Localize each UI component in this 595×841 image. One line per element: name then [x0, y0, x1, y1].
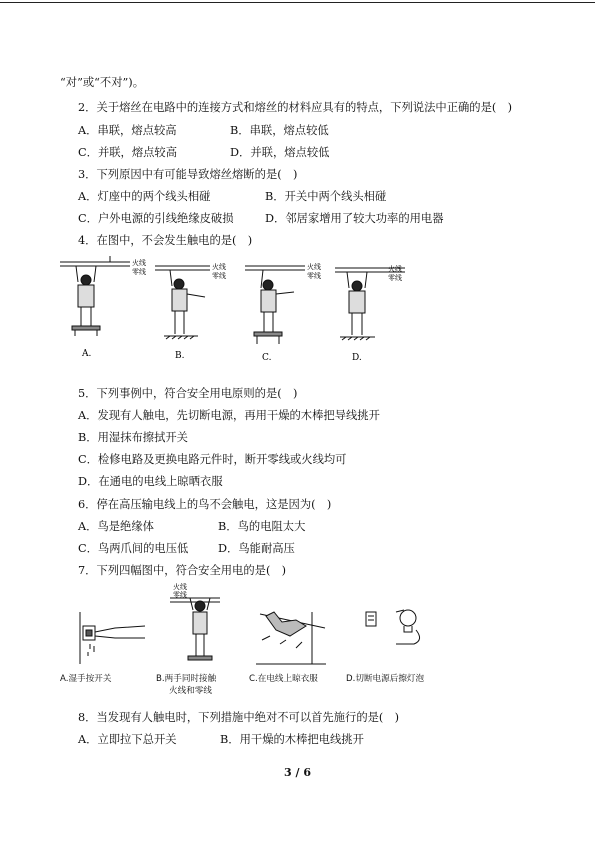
q4-figure-c — [245, 266, 305, 344]
q4-label-a: A. — [82, 349, 92, 359]
q7-figure-a — [80, 612, 145, 664]
q4-label-c: C. — [262, 353, 272, 363]
q4-d-fire-label: 火线 — [388, 265, 402, 273]
q4-d-zero-label: 零线 — [388, 274, 402, 282]
q6-option-a: A．鸟是绝缘体 — [78, 520, 154, 533]
q2-option-c: C．并联，熔点较高 — [78, 146, 178, 159]
q4-a-fire-label: 火线 — [132, 259, 146, 267]
q4-c-fire-label: 火线 — [307, 263, 321, 271]
q7-stem: 7．下列四幅图中，符合安全用电的是( ) — [78, 564, 287, 577]
continuation-line: “对”或“不对”)。 — [60, 76, 144, 89]
q2-stem: 2．关于熔丝在电路中的连接方式和熔丝的材料应具有的特点，下列说法中正确的是( ) — [78, 101, 512, 114]
q7-b-fire-label: 火线 — [173, 583, 187, 591]
q5-option-a: A．发现有人触电，先切断电源，再用干燥的木棒把导线挑开 — [78, 409, 380, 422]
q2-option-a: A．串联，熔点较高 — [78, 124, 177, 137]
q4-b-fire-label: 火线 — [212, 263, 226, 271]
q7-caption-b-line2: 火线和零线 — [169, 686, 212, 696]
q7-caption-a: A.湿手按开关 — [60, 674, 112, 684]
q4-b-zero-label: 零线 — [212, 272, 226, 280]
q2-option-d: D．并联，熔点较低 — [230, 146, 330, 159]
q7-figure-d — [366, 610, 420, 644]
q6-option-d: D．鸟能耐高压 — [218, 542, 295, 555]
q8-option-a: A．立即拉下总开关 — [78, 733, 177, 746]
q7-caption-b-line1: B.两手同时接触 — [156, 674, 217, 684]
q7-figure — [70, 582, 460, 670]
q4-figure — [60, 252, 420, 367]
q4-c-zero-label: 零线 — [307, 272, 321, 280]
q4-figure-b — [155, 266, 210, 339]
q5-stem: 5．下列事例中，符合安全用电原则的是( ) — [78, 387, 298, 400]
q2-option-b: B．串联，熔点较低 — [230, 124, 329, 137]
q3-option-a: A．灯座中的两个线头相碰 — [78, 190, 211, 203]
top-rule — [0, 2, 595, 3]
q8-option-b: B．用干燥的木棒把电线挑开 — [220, 733, 364, 746]
q4-label-d: D. — [352, 353, 362, 363]
q7-figure-c — [256, 612, 326, 664]
q4-stem: 4．在图中，不会发生触电的是( ) — [78, 234, 253, 247]
q6-option-c: C．鸟两爪间的电压低 — [78, 542, 189, 555]
q6-option-b: B．鸟的电阻太大 — [218, 520, 306, 533]
q4-label-b: B. — [175, 351, 185, 361]
q5-option-b: B．用湿抹布擦拭开关 — [78, 431, 188, 444]
q3-option-d: D．邻居家增用了较大功率的用电器 — [265, 212, 444, 225]
q4-figure-a — [60, 256, 130, 336]
q5-option-d: D．在通电的电线上晾晒衣服 — [78, 475, 223, 488]
q4-a-zero-label: 零线 — [132, 268, 146, 276]
q7-caption-c: C.在电线上晾衣服 — [249, 674, 318, 684]
q3-option-c: C．户外电源的引线绝缘皮破损 — [78, 212, 234, 225]
q8-stem: 8．当发现有人触电时，下列措施中绝对不可以首先施行的是( ) — [78, 711, 400, 724]
q3-option-b: B．开关中两个线头相碰 — [265, 190, 387, 203]
q7-b-zero-label: 零线 — [173, 591, 187, 599]
q3-stem: 3．下列原因中有可能导致熔丝熔断的是( ) — [78, 168, 298, 181]
q7-caption-d: D.切断电源后擦灯泡 — [346, 674, 425, 684]
q6-stem: 6．停在高压输电线上的鸟不会触电，这是因为( ) — [78, 498, 332, 511]
q7-figure-b — [170, 598, 220, 660]
page-number: 3 / 6 — [284, 766, 311, 779]
q5-option-c: C．检修电路及更换电路元件时，断开零线或火线均可 — [78, 453, 347, 466]
